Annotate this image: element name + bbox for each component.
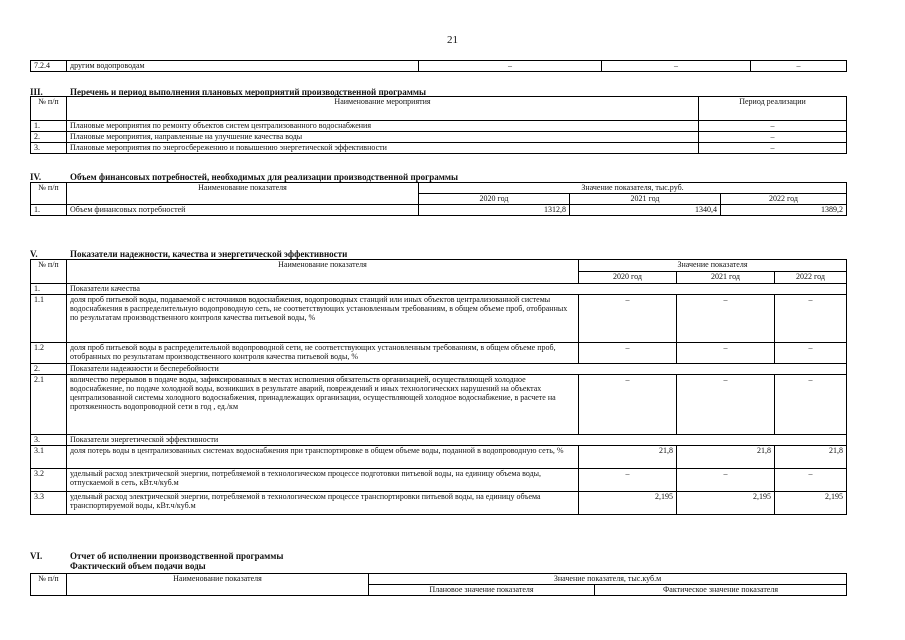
- table-report: [30, 573, 847, 596]
- table-row: [31, 205, 847, 216]
- row-number: 3.: [31, 143, 67, 154]
- row-value: 21,8: [677, 446, 775, 469]
- row-value: –: [579, 375, 677, 435]
- table-row: [31, 343, 847, 364]
- row-name: Показатели энергетической эффективности: [67, 435, 847, 446]
- header-year: 2022 год: [721, 194, 847, 205]
- table-group-row: [31, 364, 847, 375]
- row-value: –: [579, 295, 677, 343]
- header-period: Период реализации: [699, 97, 847, 121]
- row-value: –: [775, 375, 847, 435]
- row-name: Плановые мероприятия по ремонту объектов систем централизованного водоснабжения: [67, 121, 699, 132]
- table-group-row: [31, 284, 847, 295]
- row-value: 2,195: [775, 492, 847, 515]
- row-number: 3.2: [31, 469, 67, 492]
- row-number: 2.1: [31, 375, 67, 435]
- table-row: [31, 295, 847, 343]
- row-name: Плановые мероприятия по энергосбережению и повышению энергетической эффективности: [67, 143, 699, 154]
- section-title-text: Отчет об исполнении производственной программы: [70, 551, 284, 561]
- section-4-title: [30, 172, 458, 182]
- table-row: [31, 132, 847, 143]
- header-value: Значение показателя: [579, 260, 847, 272]
- section-number: IV.: [30, 172, 42, 182]
- row-name: другим водопроводам: [67, 61, 419, 72]
- header-value: Значение показателя, тыс.куб.м: [369, 574, 847, 585]
- table-row: [31, 469, 847, 492]
- table-events: [30, 96, 847, 154]
- row-number: 1.: [31, 284, 67, 295]
- row-number: 1.2: [31, 343, 67, 364]
- row-number: 2.: [31, 364, 67, 375]
- table-indicators: [30, 259, 847, 515]
- header-name: Наименование показателя: [67, 260, 579, 284]
- row-number: 2.: [31, 132, 67, 143]
- row-value: –: [579, 343, 677, 364]
- section-title-text: Перечень и период выполнения плановых мероприятий производственной программы: [70, 87, 427, 97]
- row-name: доля проб питьевой воды в распределительной водопроводной сети, не соответствующих установленным требованиям, в общем объеме проб, отобранных по результатам производственного контроля качества питьевой воды, %: [67, 343, 579, 364]
- table-row: [31, 143, 847, 154]
- row-value: 21,8: [775, 446, 847, 469]
- row-number: 1.: [31, 205, 67, 216]
- section-5-title: [30, 249, 347, 259]
- section-6-subtitle: [70, 561, 206, 571]
- row-value: –: [602, 61, 751, 72]
- table-row-7-2-4: [30, 60, 847, 72]
- row-value: –: [751, 61, 847, 72]
- section-title-text: Показатели надежности, качества и энергетической эффективности: [70, 249, 348, 259]
- row-number: 1.1: [31, 295, 67, 343]
- header-fact: Фактическое значение показателя: [595, 585, 847, 596]
- table-finance: [30, 182, 847, 216]
- table-row: [31, 121, 847, 132]
- row-number: 3.: [31, 435, 67, 446]
- row-value: –: [775, 469, 847, 492]
- row-value: –: [677, 295, 775, 343]
- row-value: –: [419, 61, 602, 72]
- row-value: 1312,8: [419, 205, 570, 216]
- row-value: –: [677, 469, 775, 492]
- row-value: –: [775, 343, 847, 364]
- header-number: № п/п: [31, 574, 67, 596]
- row-name: удельный расход электрической энергии, потребляемой в технологическом процессе транспортировки питьевой воды, на единицу объема транспортируемой воды, кВт.ч/куб.м: [67, 492, 579, 515]
- header-year: 2021 год: [677, 272, 775, 284]
- table-group-row: [31, 435, 847, 446]
- page-number: 21: [447, 34, 458, 46]
- row-period: –: [699, 143, 847, 154]
- header-year: 2022 год: [775, 272, 847, 284]
- header-number: № п/п: [31, 260, 67, 284]
- row-value: 2,195: [677, 492, 775, 515]
- row-number: 1.: [31, 121, 67, 132]
- header-name: Наименование мероприятия: [67, 97, 699, 121]
- row-name: Плановые мероприятия, направленные на улучшение качества воды: [67, 132, 699, 143]
- header-name: Наименование показателя: [67, 183, 419, 205]
- section-subtitle-text: Фактический объем подачи воды: [70, 561, 206, 571]
- row-value: –: [677, 343, 775, 364]
- header-name: Наименование показателя: [67, 574, 369, 596]
- row-value: 1340,4: [570, 205, 721, 216]
- table-row: [31, 492, 847, 515]
- section-title-text: Объем финансовых потребностей, необходимых для реализации производственной программы: [70, 172, 459, 182]
- header-value: Значение показателя, тыс.руб.: [419, 183, 847, 194]
- table-row: [31, 375, 847, 435]
- section-number: III.: [30, 87, 43, 97]
- row-name: удельный расход электрической энергии, потребляемой в технологическом процессе подготовки питьевой воды, на единицу объема воды, отпускаемой в сеть, кВт.ч/куб.м: [67, 469, 579, 492]
- section-6-title: [30, 551, 283, 561]
- section-number: V.: [30, 249, 38, 259]
- header-plan: Плановое значение показателя: [369, 585, 595, 596]
- header-year: 2020 год: [579, 272, 677, 284]
- row-value: –: [579, 469, 677, 492]
- row-period: –: [699, 132, 847, 143]
- row-number: 7.2.4: [31, 61, 67, 72]
- row-name: Показатели качества: [67, 284, 847, 295]
- row-value: –: [775, 295, 847, 343]
- table-row: [31, 446, 847, 469]
- row-value: 2,195: [579, 492, 677, 515]
- header-number: № п/п: [31, 183, 67, 205]
- row-value: 21,8: [579, 446, 677, 469]
- row-value: 1389,2: [721, 205, 847, 216]
- row-name: доля проб питьевой воды, подаваемой с источников водоснабжения, водопроводных станций или иных объектов централизованной системы водоснабжения в распределительную водопроводную сеть, не соответствующих установленным требованиям, в общем объеме проб, отобранных по результатам производственного контроля качества питьевой воды, %: [67, 295, 579, 343]
- section-number: VI.: [30, 551, 43, 561]
- row-value: –: [677, 375, 775, 435]
- header-number: № п/п: [31, 97, 67, 121]
- row-name: Объем финансовых потребностей: [67, 205, 419, 216]
- row-name: количество перерывов в подаче воды, зафиксированных в местах исполнения обязательств организацией, осуществляющей холодное водоснабжение, по подаче холодной воды, возникших в результате аварий, повреждений и иных технологических нарушений на объектах централизованной системы холодного водоснабжения, принадлежащих организации, осуществляющей холодное водоснабжение, в расчете на протяженность водопроводной сети в год , ед./км: [67, 375, 579, 435]
- row-name: Показатели надежности и бесперебойности: [67, 364, 847, 375]
- row-number: 3.3: [31, 492, 67, 515]
- row-period: –: [699, 121, 847, 132]
- header-year: 2021 год: [570, 194, 721, 205]
- row-number: 3.1: [31, 446, 67, 469]
- row-name: доля потерь воды в централизованных системах водоснабжения при транспортировке в общем объеме воды, поданной в водопроводную сеть, %: [67, 446, 579, 469]
- header-year: 2020 год: [419, 194, 570, 205]
